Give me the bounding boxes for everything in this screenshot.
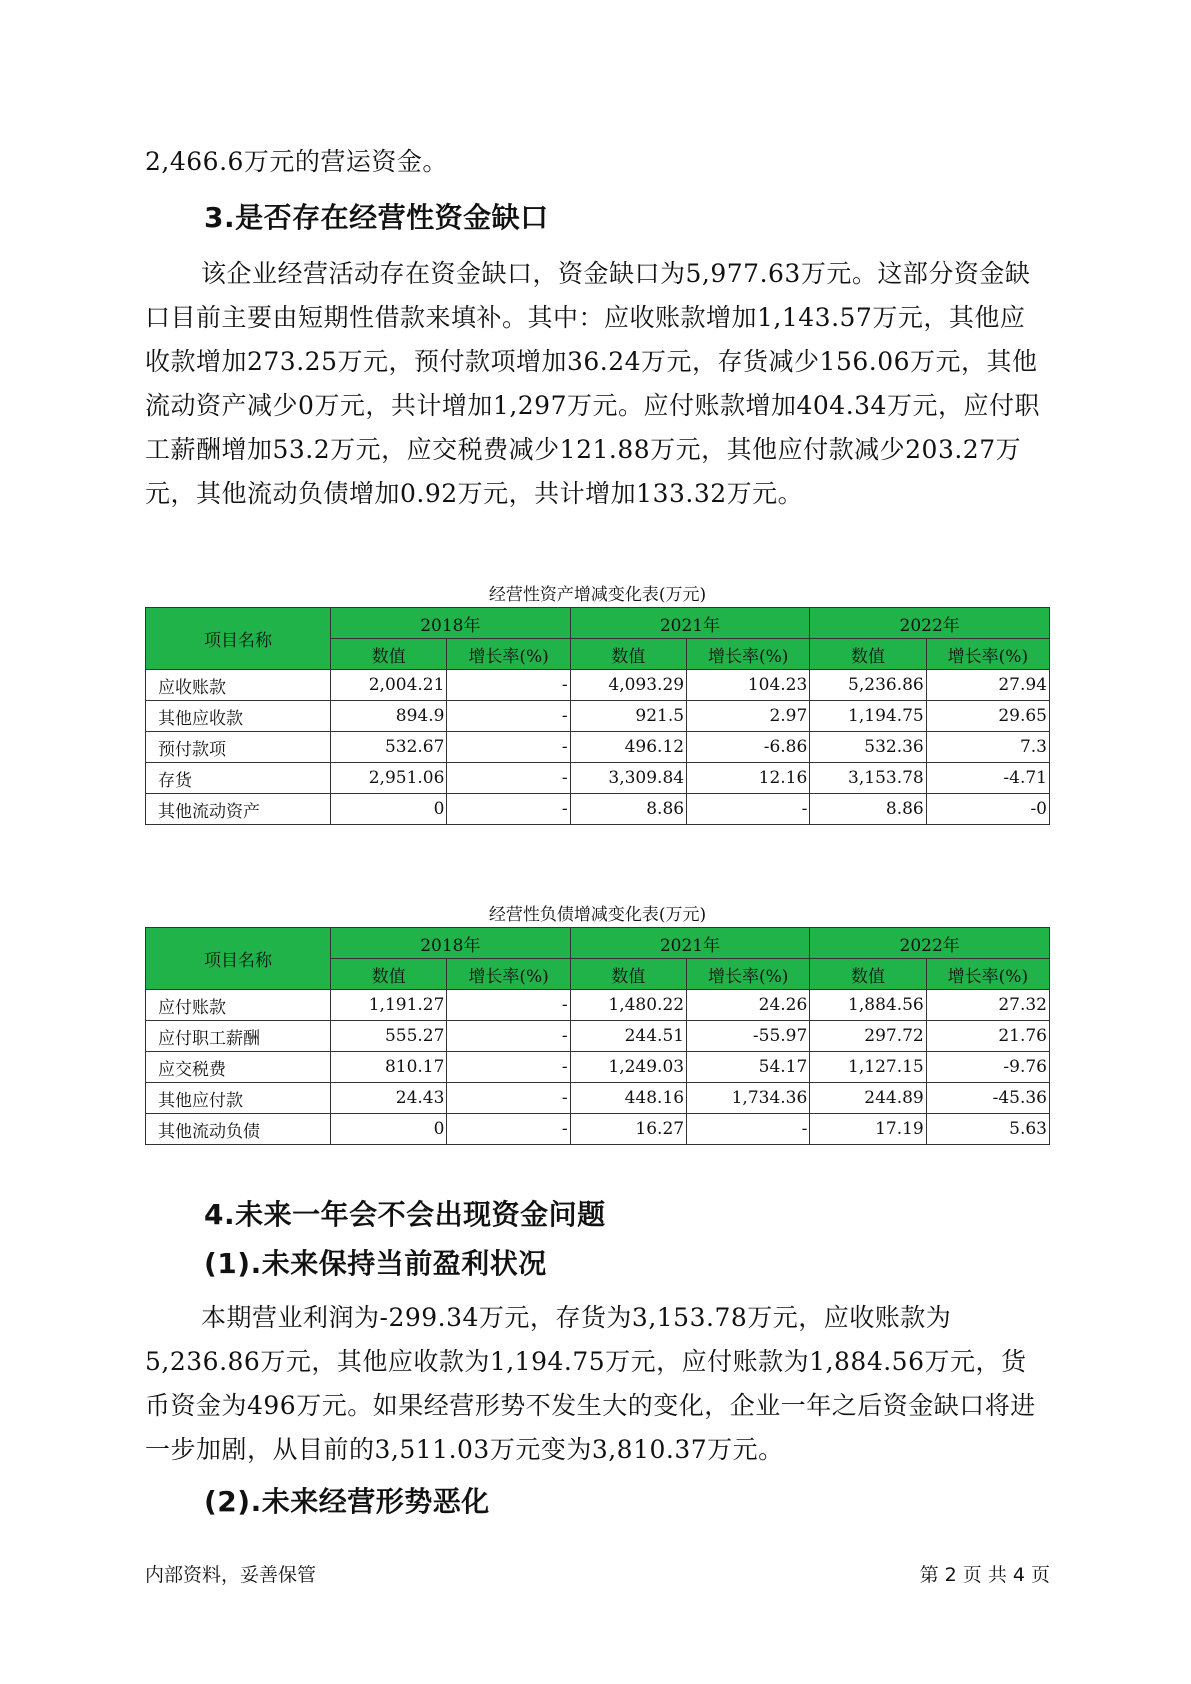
cell-growth-rate: 7.3: [926, 732, 1049, 763]
table-row: [146, 670, 1050, 701]
assets-change-table: [145, 607, 1050, 825]
cell-growth-rate: -: [447, 763, 570, 794]
table-row: [146, 1114, 1050, 1145]
cell-growth-rate: -9.76: [926, 1052, 1049, 1083]
cell-growth-rate: 2.97: [687, 701, 810, 732]
cell-growth-rate: -: [447, 701, 570, 732]
table-row: [146, 990, 1050, 1021]
row-item-name: 预付款项: [146, 732, 331, 763]
header-item-name: 项目名称: [146, 608, 331, 670]
section3-heading: 3.是否存在经营性资金缺口: [204, 201, 549, 234]
row-item-name: 应交税费: [146, 1052, 331, 1083]
cell-growth-rate: -: [447, 732, 570, 763]
table-row: [146, 1052, 1050, 1083]
cell-growth-rate: -: [447, 670, 570, 701]
cell-value: 3,153.78: [810, 763, 926, 794]
intro-line: 2,466.6万元的营运资金。: [145, 147, 448, 176]
section4-sub1-heading: (1).未来保持当前盈利状况: [204, 1247, 547, 1280]
table-row: [146, 1021, 1050, 1052]
cell-value: 2,004.21: [331, 670, 447, 701]
cell-growth-rate: 104.23: [687, 670, 810, 701]
cell-growth-rate: 27.32: [926, 990, 1049, 1021]
cell-value: 1,249.03: [570, 1052, 686, 1083]
cell-growth-rate: 21.76: [926, 1021, 1049, 1052]
cell-growth-rate: -: [447, 1052, 570, 1083]
header-year: 2018年: [331, 928, 571, 959]
cell-value: 3,309.84: [570, 763, 686, 794]
liabilities-change-table: [145, 927, 1050, 1145]
cell-growth-rate: 12.16: [687, 763, 810, 794]
cell-value: 16.27: [570, 1114, 686, 1145]
row-item-name: 其他流动资产: [146, 794, 331, 825]
table-row: [146, 732, 1050, 763]
header-value: 数值: [570, 639, 686, 670]
cell-value: 5,236.86: [810, 670, 926, 701]
cell-growth-rate: -4.71: [926, 763, 1049, 794]
cell-growth-rate: 54.17: [687, 1052, 810, 1083]
cell-value: 1,191.27: [331, 990, 447, 1021]
header-value: 数值: [331, 639, 447, 670]
cell-value: 1,884.56: [810, 990, 926, 1021]
header-value: 数值: [810, 959, 926, 990]
section4-sub2-heading: (2).未来经营形势恶化: [204, 1485, 490, 1518]
section4-sub1-paragraph: 本期营业利润为-299.34万元，存货为3,153.78万元，应收账款为5,236.86万元，其他应收款为1,194.75万元，应付账款为1,884.56万元，货币资金为496万元。如果经营形势不发生大的变化，企业一年之后资金缺口将进一步加剧，从目前的3,511.03万元变为3,810.37万元。: [145, 1303, 1036, 1464]
cell-value: 4,093.29: [570, 670, 686, 701]
cell-value: 448.16: [570, 1083, 686, 1114]
cell-value: 0: [331, 1114, 447, 1145]
row-item-name: 其他应付款: [146, 1083, 331, 1114]
cell-growth-rate: 27.94: [926, 670, 1049, 701]
cell-value: 8.86: [570, 794, 686, 825]
cell-growth-rate: 24.26: [687, 990, 810, 1021]
cell-value: 1,194.75: [810, 701, 926, 732]
row-item-name: 应付职工薪酬: [146, 1021, 331, 1052]
cell-growth-rate: -: [447, 990, 570, 1021]
header-year: 2018年: [331, 608, 571, 639]
cell-growth-rate: -: [447, 794, 570, 825]
cell-growth-rate: 29.65: [926, 701, 1049, 732]
table-row: [146, 794, 1050, 825]
header-growth-rate: 增长率(%): [926, 959, 1049, 990]
assets-table-caption: 经营性资产增减变化表(万元): [488, 585, 707, 605]
cell-value: 297.72: [810, 1021, 926, 1052]
row-item-name: 应付账款: [146, 990, 331, 1021]
cell-growth-rate: -: [687, 1114, 810, 1145]
cell-value: 2,951.06: [331, 763, 447, 794]
cell-value: 921.5: [570, 701, 686, 732]
cell-growth-rate: 5.63: [926, 1114, 1049, 1145]
header-item-name: 项目名称: [146, 928, 331, 990]
cell-growth-rate: -: [687, 794, 810, 825]
cell-value: 0: [331, 794, 447, 825]
header-growth-rate: 增长率(%): [687, 639, 810, 670]
cell-value: 24.43: [331, 1083, 447, 1114]
header-year: 2022年: [810, 928, 1050, 959]
table-row: [146, 1083, 1050, 1114]
header-value: 数值: [570, 959, 686, 990]
header-year: 2022年: [810, 608, 1050, 639]
cell-value: 244.89: [810, 1083, 926, 1114]
header-value: 数值: [331, 959, 447, 990]
cell-value: 894.9: [331, 701, 447, 732]
cell-value: 555.27: [331, 1021, 447, 1052]
footer-page-number: 第 2 页 共 4 页: [919, 1564, 1050, 1586]
section3-paragraph: 该企业经营活动存在资金缺口，资金缺口为5,977.63万元。这部分资金缺口目前主要由短期性借款来填补。其中：应收账款增加1,143.57万元，其他应收款增加273.25万元，预付款项增加36.24万元，存货减少156.06万元，其他流动资产减少0万元，共计增加1,297万元。应付账款增加404.34万元，应付职工薪酬增加53.2万元，应交税费减少121.88万元，其他应付款减少203.27万元，其他流动负债增加0.92万元，共计增加133.32万元。: [145, 259, 1040, 508]
row-item-name: 存货: [146, 763, 331, 794]
cell-value: 496.12: [570, 732, 686, 763]
section4-heading: 4.未来一年会不会出现资金问题: [204, 1198, 606, 1231]
cell-growth-rate: -: [447, 1083, 570, 1114]
header-growth-rate: 增长率(%): [687, 959, 810, 990]
liabilities-table-caption: 经营性负债增减变化表(万元): [488, 905, 707, 925]
cell-growth-rate: -: [447, 1114, 570, 1145]
cell-value: 1,480.22: [570, 990, 686, 1021]
cell-value: 17.19: [810, 1114, 926, 1145]
table-row: [146, 701, 1050, 732]
header-year: 2021年: [570, 608, 810, 639]
header-year: 2021年: [570, 928, 810, 959]
row-item-name: 其他应收款: [146, 701, 331, 732]
cell-growth-rate: -0: [926, 794, 1049, 825]
header-growth-rate: 增长率(%): [926, 639, 1049, 670]
cell-value: 532.36: [810, 732, 926, 763]
row-item-name: 其他流动负债: [146, 1114, 331, 1145]
footer-confidential-note: 内部资料，妥善保管: [145, 1564, 317, 1586]
cell-value: 1,127.15: [810, 1052, 926, 1083]
header-growth-rate: 增长率(%): [447, 959, 570, 990]
header-value: 数值: [810, 639, 926, 670]
table-row: [146, 763, 1050, 794]
cell-value: 244.51: [570, 1021, 686, 1052]
cell-growth-rate: -: [447, 1021, 570, 1052]
cell-growth-rate: -55.97: [687, 1021, 810, 1052]
cell-value: 532.67: [331, 732, 447, 763]
cell-growth-rate: 1,734.36: [687, 1083, 810, 1114]
header-growth-rate: 增长率(%): [447, 639, 570, 670]
row-item-name: 应收账款: [146, 670, 331, 701]
cell-growth-rate: -45.36: [926, 1083, 1049, 1114]
cell-growth-rate: -6.86: [687, 732, 810, 763]
cell-value: 8.86: [810, 794, 926, 825]
cell-value: 810.17: [331, 1052, 447, 1083]
